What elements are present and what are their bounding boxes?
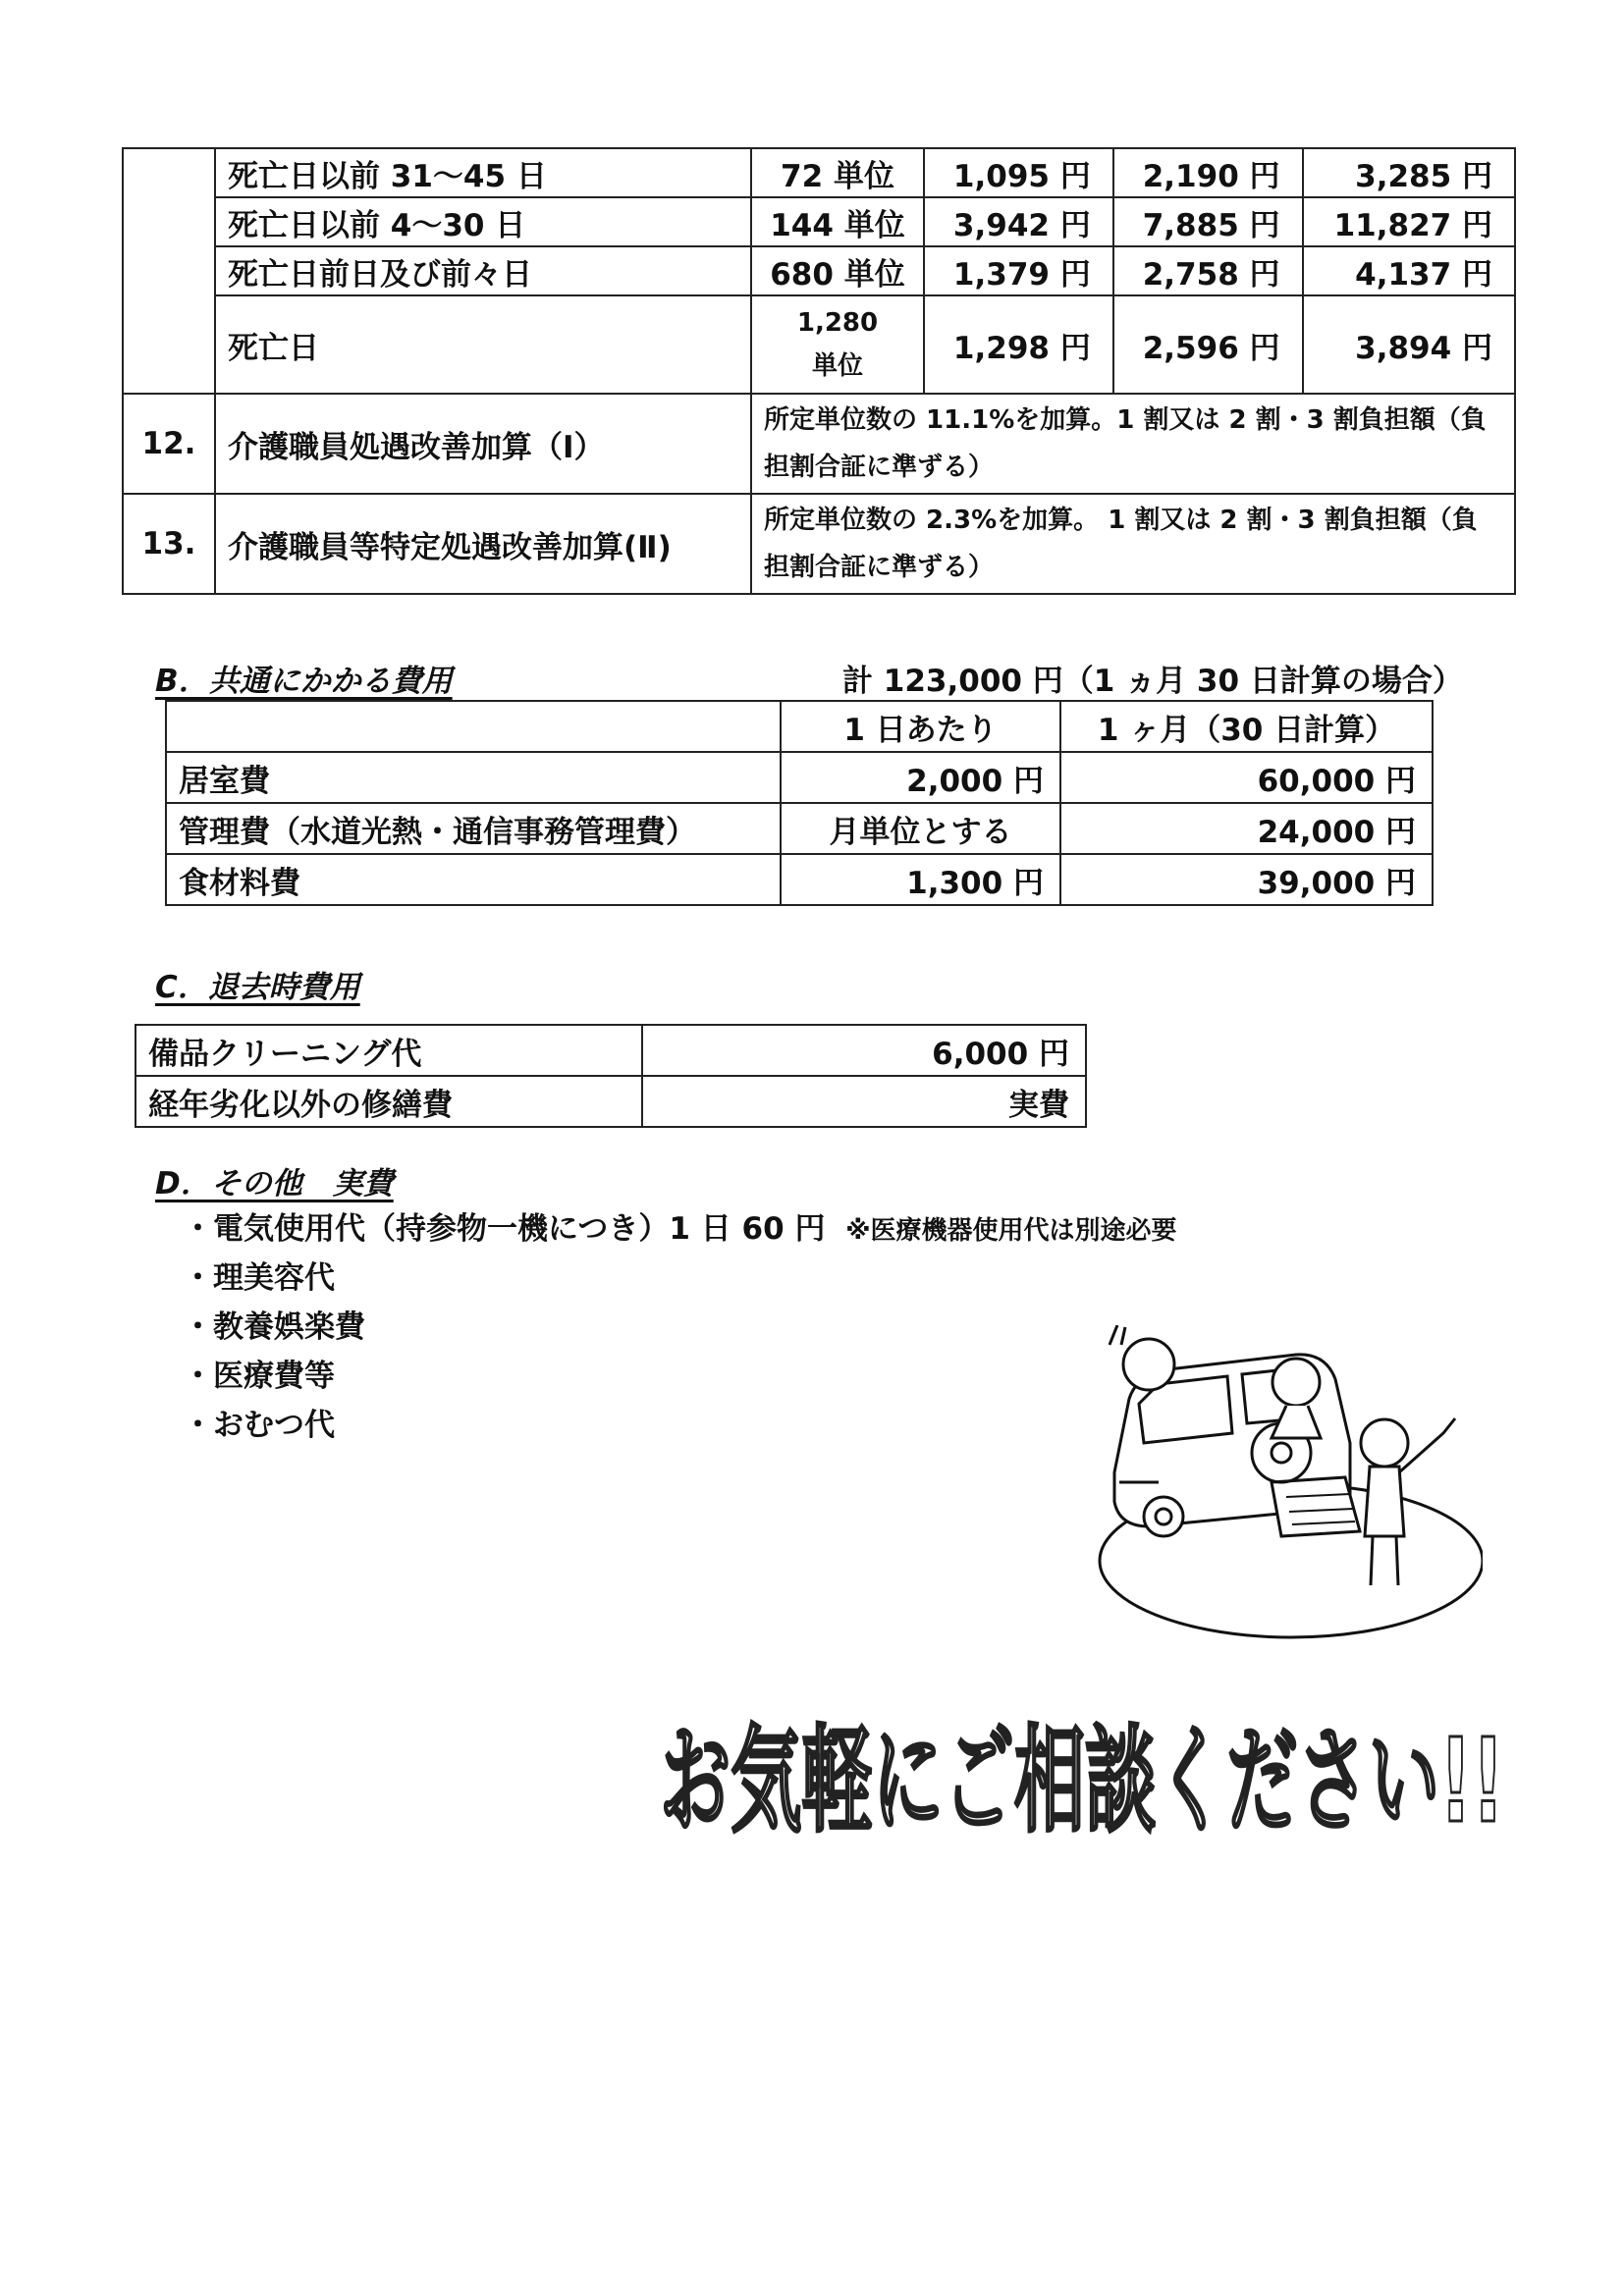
section-b-total: 計 123,000 円（1 ヵ月 30 日計算の場合）: [842, 664, 1463, 699]
table-row: [166, 803, 1433, 854]
other-costs-list: [183, 1204, 1177, 1450]
table-row: [135, 1025, 1086, 1076]
section-d-title: D．その他 実費: [155, 1166, 394, 1201]
table-row: [166, 752, 1433, 803]
value-cell: 実費: [642, 1076, 1086, 1127]
table-row: [123, 295, 1515, 394]
fee-table-a: [122, 147, 1516, 595]
note-cell: 所定単位数の 2.3%を加算。 1 割又は 2 割・3 割負担額（負担割合証に準ずる）: [751, 494, 1515, 594]
unit-cell: 680 単位: [751, 246, 924, 295]
moveout-costs-table: [135, 1024, 1087, 1128]
list-item-text: ・理美容代: [183, 1260, 335, 1296]
price-cell: 1,298 円: [924, 295, 1113, 394]
row-label: 死亡日前日及び前々日: [215, 246, 751, 295]
list-item-text: ・おむつ代: [183, 1408, 335, 1443]
row-label: 死亡日以前 4～30 日: [215, 197, 751, 246]
item-cell: 居室費: [166, 752, 781, 803]
price-cell: 11,827 円: [1303, 197, 1515, 246]
item-number: 12.: [123, 394, 215, 494]
price-cell: 1,379 円: [924, 246, 1113, 295]
unit-value: 1,280: [796, 308, 879, 338]
list-item: [183, 1303, 1177, 1352]
person-right-head: [1361, 1419, 1408, 1467]
van-people-illustration: [1090, 1325, 1483, 1649]
table-row: [123, 148, 1515, 197]
header-cell: 1 ヶ月（30 日計算）: [1060, 701, 1433, 752]
person-right-body: [1365, 1467, 1404, 1536]
common-costs-table: [165, 700, 1434, 906]
wheelchair-ramp: [1272, 1477, 1360, 1536]
value-cell: 6,000 円: [642, 1025, 1086, 1076]
monthly-cell: 60,000 円: [1060, 752, 1433, 803]
table-row: [123, 197, 1515, 246]
header-cell: [166, 701, 781, 752]
section-c-title: C．退去時費用: [155, 970, 360, 1005]
price-cell: 2,190 円: [1113, 148, 1303, 197]
person-left-head: [1123, 1339, 1174, 1390]
row-label: 死亡日: [215, 295, 751, 394]
banner-text: お気軽にご相談ください!!: [660, 1713, 1504, 1848]
list-item: [183, 1401, 1177, 1450]
table-row: [166, 854, 1433, 905]
unit-cell: 72 単位: [751, 148, 924, 197]
consultation-banner: [658, 1688, 1522, 1855]
item-cell: 備品クリーニング代: [135, 1025, 642, 1076]
price-cell: 3,285 円: [1303, 148, 1515, 197]
van-wheel-front: [1144, 1497, 1183, 1536]
unit-cell: 144 単位: [751, 197, 924, 246]
table-row: [123, 494, 1515, 594]
row-label: 介護職員処遇改善加算（Ⅰ）: [215, 394, 751, 494]
price-cell: 3,894 円: [1303, 295, 1515, 394]
person-middle-head: [1272, 1359, 1320, 1406]
price-cell: 4,137 円: [1303, 246, 1515, 295]
list-item-note: ※医療機器使用代は別途必要: [845, 1216, 1177, 1246]
daily-cell: 1,300 円: [781, 854, 1060, 905]
row-label: 介護職員等特定処遇改善加算(Ⅱ): [215, 494, 751, 594]
table-row: [135, 1076, 1086, 1127]
header-cell: 1 日あたり: [781, 701, 1060, 752]
list-item-text: ・教養娯楽費: [183, 1309, 365, 1345]
daily-cell: 月単位とする: [781, 803, 1060, 854]
list-item-text: ・医療費等: [183, 1359, 335, 1394]
unit-cell: [751, 295, 924, 394]
item-cell: 管理費（水道光熱・通信事務管理費）: [166, 803, 781, 854]
item-cell: 経年劣化以外の修繕費: [135, 1076, 642, 1127]
row-label: 死亡日以前 31～45 日: [215, 148, 751, 197]
list-item-text: ・電気使用代（持参物一機につき）1 日 60 円: [183, 1211, 826, 1247]
price-cell: 7,885 円: [1113, 197, 1303, 246]
table-header-row: [166, 701, 1433, 752]
price-cell: 3,942 円: [924, 197, 1113, 246]
list-item: [183, 1352, 1177, 1401]
person-right-legs: [1371, 1536, 1398, 1585]
table-row: [123, 394, 1515, 494]
unit-suffix: 単位: [811, 351, 863, 381]
price-cell: 2,596 円: [1113, 295, 1303, 394]
monthly-cell: 24,000 円: [1060, 803, 1433, 854]
daily-cell: 2,000 円: [781, 752, 1060, 803]
table-row: [123, 246, 1515, 295]
price-cell: 1,095 円: [924, 148, 1113, 197]
item-number: 13.: [123, 494, 215, 594]
table-cell: [123, 148, 215, 394]
peace-sign-hand: [1110, 1325, 1125, 1345]
monthly-cell: 39,000 円: [1060, 854, 1433, 905]
note-cell: 所定単位数の 11.1%を加算。1 割又は 2 割・3 割負担額（負担割合証に準ずる）: [751, 394, 1515, 494]
section-b-title: B．共通にかかる費用: [155, 664, 453, 699]
price-cell: 2,758 円: [1113, 246, 1303, 295]
list-item: [183, 1204, 1177, 1254]
item-cell: 食材料費: [166, 854, 781, 905]
list-item: [183, 1254, 1177, 1303]
